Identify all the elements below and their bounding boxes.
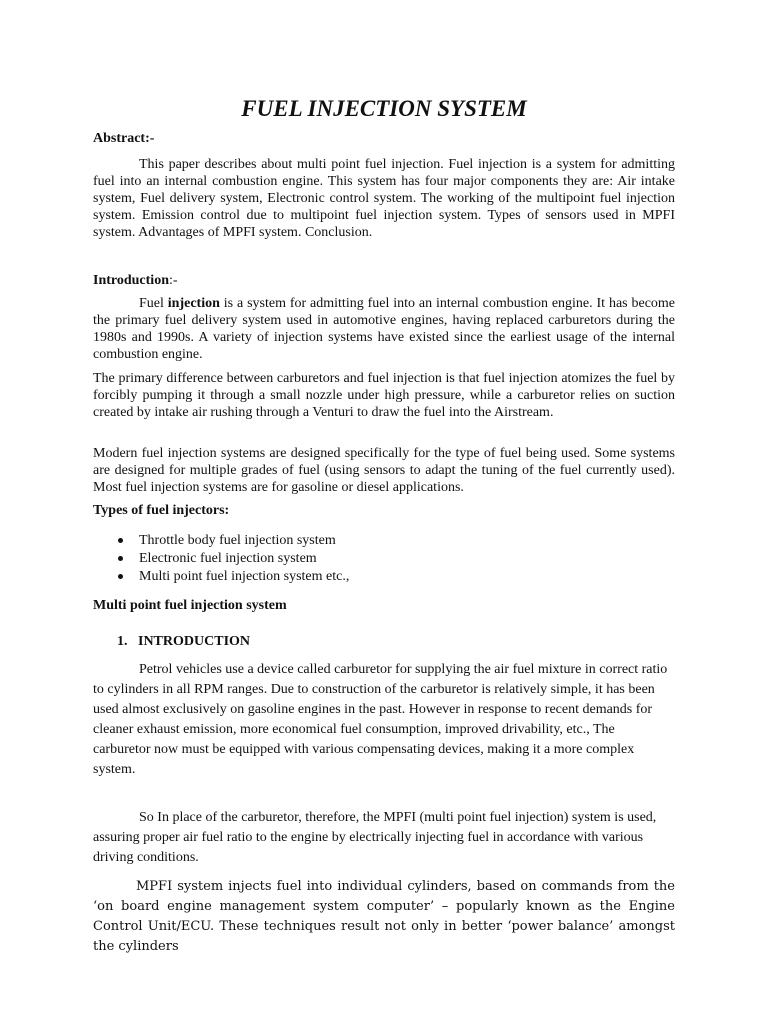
intro-p1-lead: Fuel	[139, 296, 168, 311]
abstract-heading: Abstract:-	[93, 131, 155, 146]
mpfi-heading: Multi point fuel injection system	[93, 598, 287, 613]
intro-paragraph-3: Modern fuel injection systems are designed specifically for the type of fuel being used. Some systems are designed for multiple grades of fuel (using sensors to adapt the tuning of the fuel currently used). Most fuel injection systems are for gasoline or diesel applications.	[93, 446, 675, 495]
abstract-paragraph: This paper describes about multi point fuel injection. Fuel injection is a system for admitting fuel into an internal combustion engine. This system has four major components they are: Air intake system, Fuel delivery system, Electronic control system. The working of the multipoint fuel injection system. Emission control due to multipoint fuel injection system. Types of sensors used in MPFI system. Advantages of MPFI system. Conclusion.	[93, 157, 675, 240]
list-item: Multi point fuel injection system etc.,	[116, 568, 349, 586]
mpfi-paragraph-2: So In place of the carburetor, therefore, the MPFI (multi point fuel injection) system is used, assuring proper air fuel ratio to the engine by electrically injecting fuel in accordance with various driving conditions.	[93, 810, 657, 865]
types-list	[116, 532, 349, 586]
intro-p1-rest: is a system for admitting fuel into an internal combustion engine. It has become the primary fuel delivery system used in automotive engines, having replaced carburetors during the 1980s and 1990s. A variety of injection systems have existed since the earliest usage of the internal combustion engine.	[93, 296, 676, 362]
introduction-heading-text: Introduction	[93, 273, 169, 288]
intro-paragraph-1	[93, 295, 675, 363]
mpfi-paragraph-1: Petrol vehicles use a device called carburetor for supplying the air fuel mixture in correct ratio to cylinders in all RPM ranges. Due to construction of the carburetor is relatively simple, it has been used almost exclusively on gasoline engines in the past. However in response to recent demands for cleaner exhaust emission, more economical fuel consumption, improved drivability, etc., The carburetor now must be equipped with various compensating devices, making it a more complex system.	[93, 662, 668, 777]
mpfi-paragraph-3: MPFI system injects fuel into individual cylinders, based on commands from the ‘on board engine management system computer’ – popularly known as the Engine Control Unit/ECU. These techniques result not only in better ‘power balance’ amongst the cylinders	[93, 879, 675, 954]
types-heading: Types of fuel injectors:	[93, 503, 230, 518]
intro-p1-bold: injection	[167, 296, 220, 311]
list-item: Throttle body fuel injection system	[116, 532, 349, 550]
section-title: INTRODUCTION	[138, 634, 251, 649]
page-title: FUEL INJECTION SYSTEM	[241, 96, 527, 121]
list-item: Electronic fuel injection system	[116, 550, 349, 568]
section-heading	[117, 633, 250, 650]
section-number: 1.	[117, 634, 128, 649]
introduction-heading-suffix: :-	[168, 273, 178, 288]
intro-paragraph-2: The primary difference between carburetors and fuel injection is that fuel injection atomizes the fuel by forcibly pumping it through a small nozzle under high pressure, while a carburetor relies on suction created by intake air rushing through a Venturi to draw the fuel into the Airstream.	[93, 371, 675, 420]
introduction-heading	[93, 272, 178, 289]
